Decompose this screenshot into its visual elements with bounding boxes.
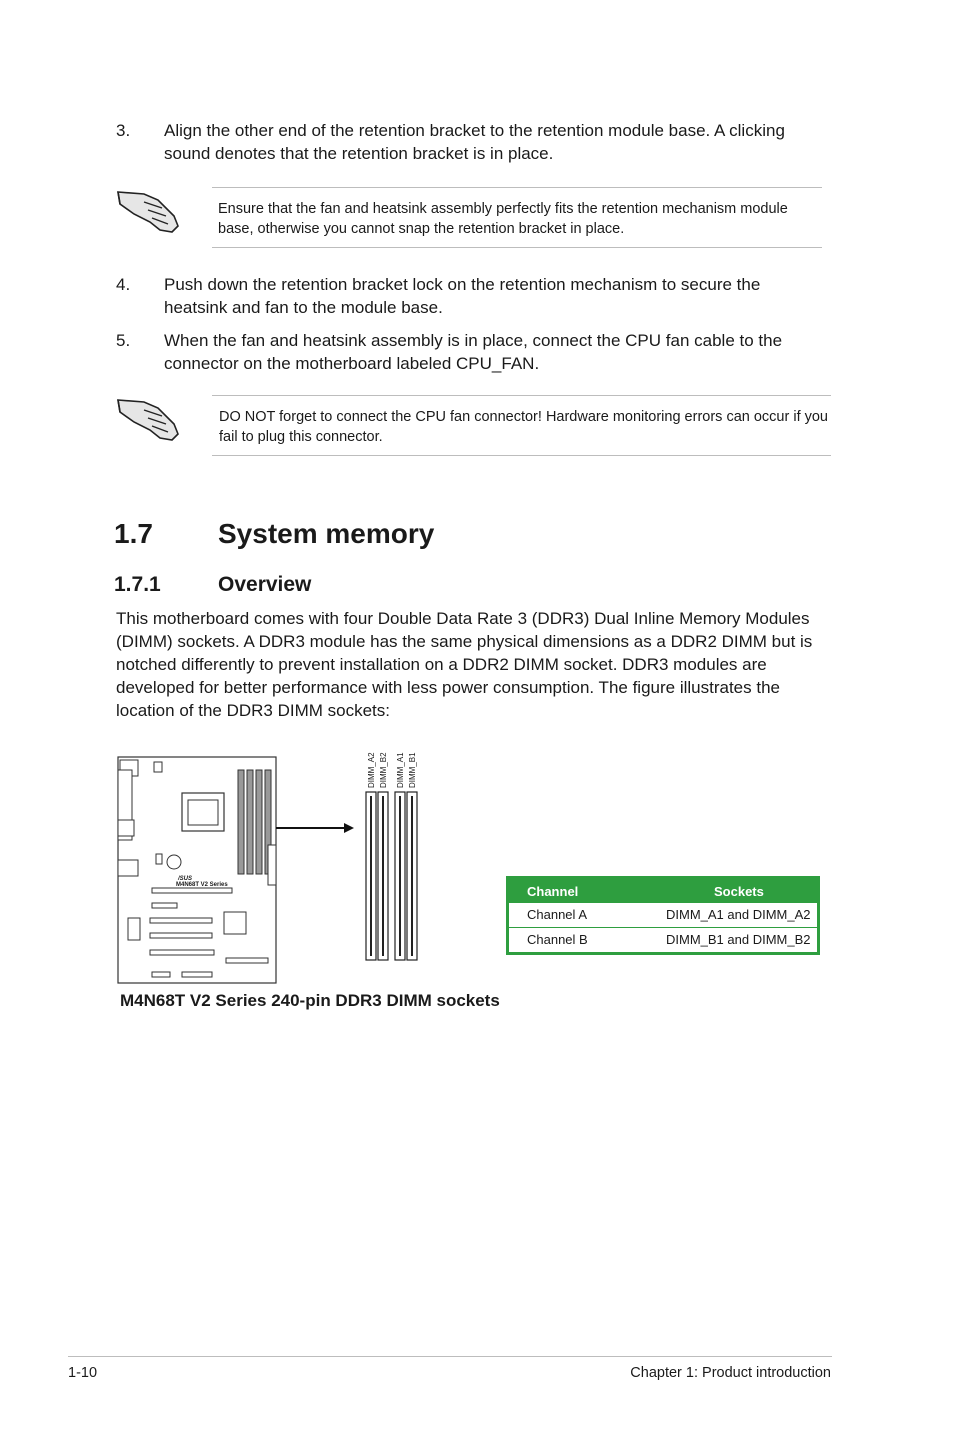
note-bottom-rule — [212, 455, 831, 456]
channel-table — [506, 876, 820, 955]
note-top-rule — [212, 395, 831, 396]
section-title: System memory — [218, 518, 435, 549]
motherboard-diagram — [112, 740, 442, 990]
figure-caption: M4N68T V2 Series 240-pin DDR3 DIMM sockets — [120, 991, 500, 1010]
step-number: 4. — [116, 275, 131, 294]
table-cell: Channel A — [527, 907, 587, 923]
board-model: M4N68T V2 Series — [176, 882, 228, 888]
chapter-title: Chapter 1: Product introduction — [630, 1365, 831, 1381]
step-text: Push down the retention bracket lock on the retention mechanism to secure the heatsink and fan to the module base. — [164, 275, 761, 317]
note-text: Ensure that the fan and heatsink assembly perfectly fits the retention mechanism module base, otherwise you cannot snap the retention bracket in place. — [218, 201, 788, 237]
board-brand: /SUS — [178, 876, 193, 882]
note-bottom-rule — [212, 247, 822, 248]
note-top-rule — [212, 187, 822, 188]
step-number: 3. — [116, 121, 131, 140]
table-cell: DIMM_A1 and DIMM_A2 — [666, 907, 811, 923]
subsection-number: 1.7.1 — [114, 573, 161, 596]
note-text: DO NOT forget to connect the CPU fan connector! Hardware monitoring errors can occur if you fail to plug this connector. — [219, 409, 828, 445]
footer-rule — [68, 1356, 832, 1357]
table-row — [509, 903, 817, 927]
table-cell: DIMM_B1 and DIMM_B2 — [666, 931, 811, 947]
subsection-title: Overview — [218, 573, 312, 596]
table-header-row — [509, 879, 817, 903]
step-5 — [116, 329, 836, 377]
table-header: Sockets — [714, 883, 764, 899]
table-row — [509, 927, 817, 951]
step-text: Align the other end of the retention bracket to the retention module base. A clicking sound denotes that the retention bracket is in place. — [164, 121, 785, 163]
table-header: Channel — [527, 883, 579, 899]
step-4 — [116, 273, 836, 321]
step-text: When the fan and heatsink assembly is in place, connect the CPU fan cable to the connector on the motherboard labeled CPU_FAN. — [164, 331, 783, 373]
overview-paragraph: This motherboard comes with four Double Data Rate 3 (DDR3) Dual Inline Memory Modules (DIMM) sockets. A DDR3 module has the same physical dimensions as a DDR2 DIMM but is notched differently to prevent installation on a DDR2 DIMM socket. DDR3 modules are developed for better performance with less power consumption. The figure illustrates the location of the DDR3 DIMM sockets: — [116, 609, 813, 720]
page-number: 1-10 — [68, 1365, 98, 1381]
step-number: 5. — [116, 331, 131, 350]
step-3 — [116, 119, 836, 167]
table-cell: Channel B — [527, 931, 588, 947]
caution-hand-icon — [114, 186, 182, 236]
caution-hand-icon — [114, 394, 182, 444]
section-number: 1.7 — [114, 518, 153, 549]
motherboard-figure: /SUS M4N68T V2 Series DIMM_A2 DIMM_B2 DIMM_A1 DIMM_B1 — [112, 740, 442, 990]
